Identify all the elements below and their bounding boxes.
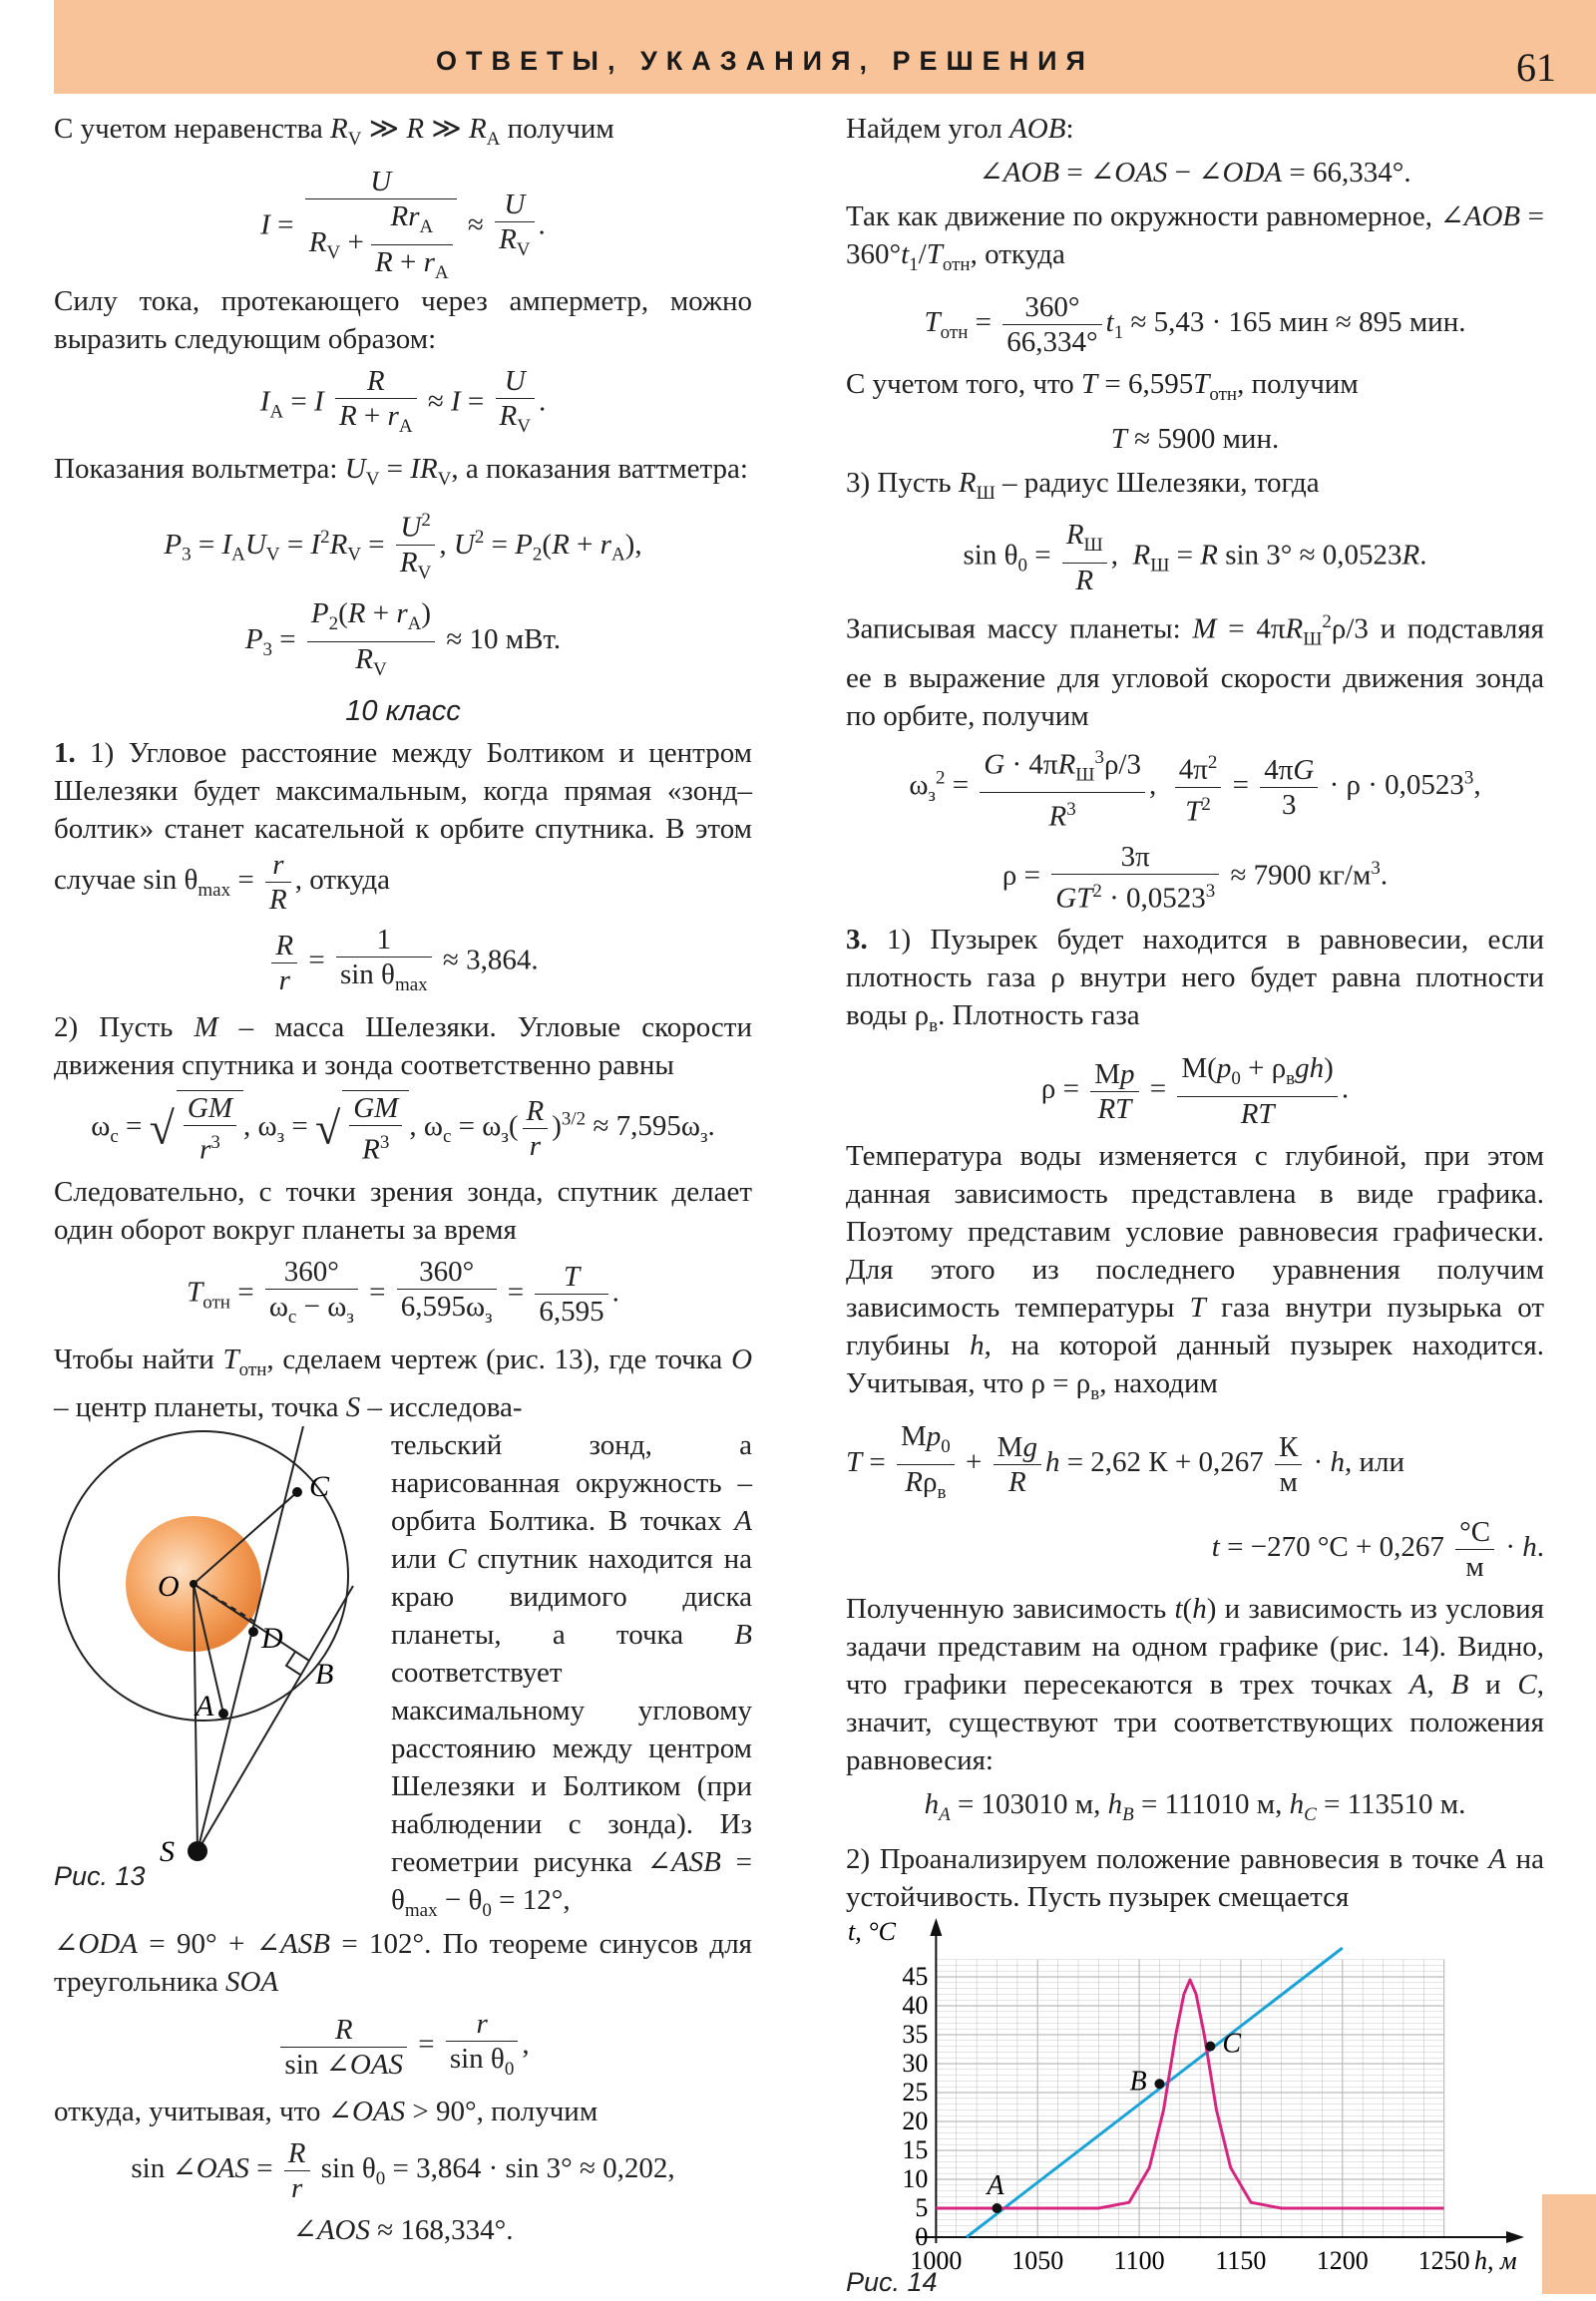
eq-trel: $T_{отн}$ = $\frac{360^\circ}{66,334^\circ}$ $t_1 \approx 5,43 \cdot 165$ мин ≈ 895 мин. — [924, 290, 1466, 358]
equilibrium-point-b — [1154, 2079, 1164, 2089]
left-p6: Следовательно, с точки зрения зонда, спутник делает один оборот вокруг планеты за время — [54, 1175, 752, 1246]
point-label-c: C — [1222, 2028, 1242, 2060]
figure-14-caption: Рис. 14 — [846, 2267, 938, 2298]
x-tick-label: 1000 — [910, 2246, 963, 2276]
right-p5: Записывая массу планеты: $M = 4\pi R_Ш^2\rho/3$ и подставляя ее в выражение для угловой скорости движения зонда по орбите, получим — [846, 611, 1544, 732]
x-axis-label: h, м — [1474, 2246, 1517, 2276]
y-tick-label: 45 — [902, 1962, 929, 1992]
figure-14-chart — [846, 1918, 1544, 2277]
right-p3: С учетом того, что $T = 6,595T_{отн}$, получим — [846, 367, 1359, 405]
y-tick-label: 40 — [902, 1991, 929, 2021]
y-tick-label: 0 — [915, 2222, 929, 2252]
y-tick-label: 35 — [902, 2020, 929, 2050]
right-p8: Полученную зависимость t(h) и зависимость из условия задачи представим на одном графике (рис. 14). Видно, что графики пересекаются в трех точках A, B и C, значит, существуют три соответствующих положения равновесия: — [846, 1593, 1545, 1777]
y-tick-label: 25 — [902, 2078, 929, 2108]
eq-power-1: $P_3 = I_AU_V = I^2R_V$ = $\frac{U^2}{R_V}$ , $U^2 = P_2(R + r_A)$, — [54, 504, 752, 589]
x-tick-label: 1050 — [1011, 2246, 1064, 2276]
eq-omega-sq: $\omega_з^2$ = $\frac{G \cdot 4\pi R_Ш^3\rho/3}{R^3}$ , $\frac{4\pi^2}{T^2}$ = $\frac{4\pi G}{3}$ · $\rho \cdot 0,0523^3$, — [846, 741, 1544, 834]
left-p7b: тельский зонд, а нарисованная окружность – орбита Болтика. В точках A или C спутник находится на краю видимого диска планеты, а точка B соответствует максимальному угловому расстоянию между центром Шелезяки и Болтиком (при наблюдении с зонда). Из геометрии рисунка ∠ASB = $\theta_{max} - \theta_0 = 12^\circ$, — [391, 1429, 752, 1922]
right-angle-mark — [286, 1652, 300, 1675]
point-label-a: A — [987, 2170, 1004, 2202]
y-tick-label: 10 — [902, 2164, 929, 2194]
right-p9: 2) Проанализируем положение равновесия в точке A на устойчивость. Пусть пузырек смещается — [846, 1843, 1544, 1914]
left-column — [54, 110, 752, 2255]
left-p4: 1. 1) Угловое расстояние между Болтиком и центром Шелезяки будет максимальным, когда прямая «зонд–болтик» станет касательной к орбите спутника. В этом случае $\sin \theta_{max}$ = $\frac{r}{R}$ , откуда — [54, 737, 752, 917]
eq-sin-oas: sin ∠OAS = $\frac{R}{r}$ $\sin \theta_0 = 3,864 \cdot \sin 3^\circ \approx 0,202$, — [131, 2137, 675, 2205]
left-p5: 2) Пусть M – масса Шелезяки. Угловые скорости движения спутника и зонда соответственно равны — [54, 1011, 752, 1082]
grade-heading: 10 класс — [345, 695, 461, 728]
label-b: B — [315, 1658, 334, 1692]
problem-3-number: 3. — [846, 924, 868, 957]
y-tick-label: 30 — [902, 2049, 929, 2079]
y-tick-label: 15 — [902, 2135, 929, 2165]
right-p1: Найдем угол AOB: — [846, 113, 1074, 145]
equilibrium-point-c — [1205, 2042, 1215, 2052]
eq-depths: $h_A = 103010$ м, $h_B = 111010$ м, $h_C = 113510$ м. — [924, 1788, 1466, 1826]
point-s — [188, 1841, 207, 1861]
right-p4: 3) Пусть $R_Ш$ – радиус Шелезяки, тогда — [846, 466, 1320, 504]
left-p7: Чтобы найти $T_{отн}$, сделаем чертеж (рис. 13), где точка O – центр планеты, точка S – исследова- — [54, 1342, 753, 1424]
eq-ratio: $\frac{R}{r}$ = $\frac{1}{\sin \theta_{max}}$ ≈ 3,864. — [54, 923, 752, 1002]
eq-omega: $\omega_с$ = √ $\frac{GM}{r^3}$ , $\omega_з$ = √ $\frac{GM}{R^3}$ , $\omega_с = \omega_з$( $\frac{R}{r}$ )$^{3/2} \approx 7,595\omega_з$. — [91, 1092, 715, 1166]
right-column — [846, 110, 1544, 2301]
y-axis-arrow — [930, 1918, 942, 1936]
header-title: ОТВЕТЫ, УКАЗАНИЯ, РЕШЕНИЯ — [436, 46, 1094, 76]
water-temperature-curve — [936, 1980, 1443, 2208]
eq-t: T ≈ 5900 мин. — [1110, 422, 1280, 455]
eq-sine-law: $\frac{R}{\text{sin ∠OAS}}$ = $\frac{r}{\sin \theta_0}$ , — [54, 2007, 752, 2087]
y-tick-label: 5 — [915, 2193, 929, 2223]
point-label-b: B — [1129, 2066, 1147, 2098]
x-tick-label: 1250 — [1417, 2246, 1470, 2276]
eq-current: I = U $R_V$ + $\frac{Rr_A}{R + r_A}$ ≈ $\frac{U}{R_V}$ . — [260, 165, 546, 283]
label-a: A — [196, 1690, 214, 1724]
point-d — [248, 1627, 258, 1637]
point-c — [292, 1487, 302, 1497]
eq-rsh: $\sin \theta_0$ = $\frac{R_Ш}{R}$ , $R_Ш = R$ sin 3° ≈ 0,0523R. — [963, 519, 1427, 597]
point-a — [218, 1709, 228, 1719]
y-tick-label: 20 — [902, 2107, 929, 2136]
right-p6: 3. 1) Пузырек будет находится в равновесии, если плотность газа ρ внутри него будет равна плотности воды $\rho_в$. Плотность газа — [846, 924, 1544, 1037]
left-p2: Силу тока, протекающего через амперметр, можно выразить следующим образом: — [54, 284, 752, 355]
x-tick-label: 1200 — [1316, 2246, 1369, 2276]
label-o: O — [158, 1570, 180, 1604]
label-d: D — [261, 1622, 283, 1656]
eq-aos: ∠AOS ≈ 168,334°. — [292, 2214, 514, 2247]
eq-rho: ρ = $\frac{3\pi}{GT^2 \cdot 0,0523^3}$ ≈ 7900 $кг/м^3$. — [1001, 840, 1389, 915]
x-axis-arrow — [1506, 2231, 1524, 2243]
eq-t-h: T = $\frac{Mp_0}{R\rho_в}$ + $\frac{Mg}{R}$ h = 2,62 К + 0,267 $\frac{К}{м}$ · h, или — [846, 1419, 1405, 1503]
point-o — [190, 1580, 198, 1588]
problem-1-number: 1. — [54, 737, 76, 770]
eq-t-celsius: t = −270 °C + 0,267 $\frac{^\circ C}{м}$ · h. — [1211, 1516, 1544, 1584]
x-tick-label: 1150 — [1215, 2246, 1267, 2276]
eq-ammeter: $I_A = I$ $\frac{R}{R + r_A}$ ≈ I = $\frac{U}{R_V}$ . — [259, 364, 547, 437]
equilibrium-point-a — [992, 2203, 1001, 2213]
right-p7: Температура воды изменяется с глубиной, при этом данная зависимость представлена в виде графика. Поэтому представим условие равновесия графически. Для этого из последнего уравнения получим зависимость температуры T газа внутри пузырька от глубины h, на которой данный пузырек находится. Учитывая, что $\rho = \rho_в$, находим — [846, 1140, 1544, 1404]
eq-gas-density: ρ = $\frac{Mp}{RT}$ = $\frac{M(p_0 + \rho_вgh)}{RT}$ . — [1040, 1052, 1350, 1130]
left-p1: С учетом неравенства $R_V$ ≫ R ≫ $R_A$ получим — [54, 113, 614, 150]
right-p2: Так как движение по окружности равномерное, ∠AOB = $360^\circ t_1/T_{отн}$, откуда — [846, 200, 1544, 275]
left-p3: Показания вольтметра: $U_V = IR_V$, а показания ваттметра: — [54, 452, 748, 490]
y-axis-label: t, °C — [848, 1918, 896, 1947]
label-s: S — [160, 1835, 175, 1869]
page-header — [54, 0, 1596, 94]
left-p8: ∠ODA = 90° + ∠ASB = 102°. По теореме синусов для треугольника SOA — [54, 1928, 753, 1999]
page-number: 61 — [1516, 45, 1556, 90]
x-tick-label: 1100 — [1113, 2246, 1165, 2276]
figure-13 — [54, 1426, 383, 1895]
eq-power-2: $P_3$ = $\frac{P_2(R + r_A)}{R_V}$ ≈ 10 мВт. — [244, 596, 562, 680]
left-p9: откуда, учитывая, что ∠OAS > 90°, получим — [54, 2096, 598, 2128]
eq-aob: ∠AOB = ∠OAS − ∠ODA = 66,334°. — [979, 157, 1411, 189]
page-margin-tab — [1542, 2194, 1596, 2294]
figure-13-caption: Рис. 13 — [54, 1861, 146, 1892]
figure-13-block — [54, 1426, 752, 1925]
label-c: C — [309, 1470, 330, 1504]
eq-period: $T_{отн}$ = $\frac{360^\circ}{\omega_с - \omega_з}$ = $\frac{360^\circ}{6,595\omega_з}$ = $\frac{T}{6,595}$ . — [187, 1255, 619, 1329]
